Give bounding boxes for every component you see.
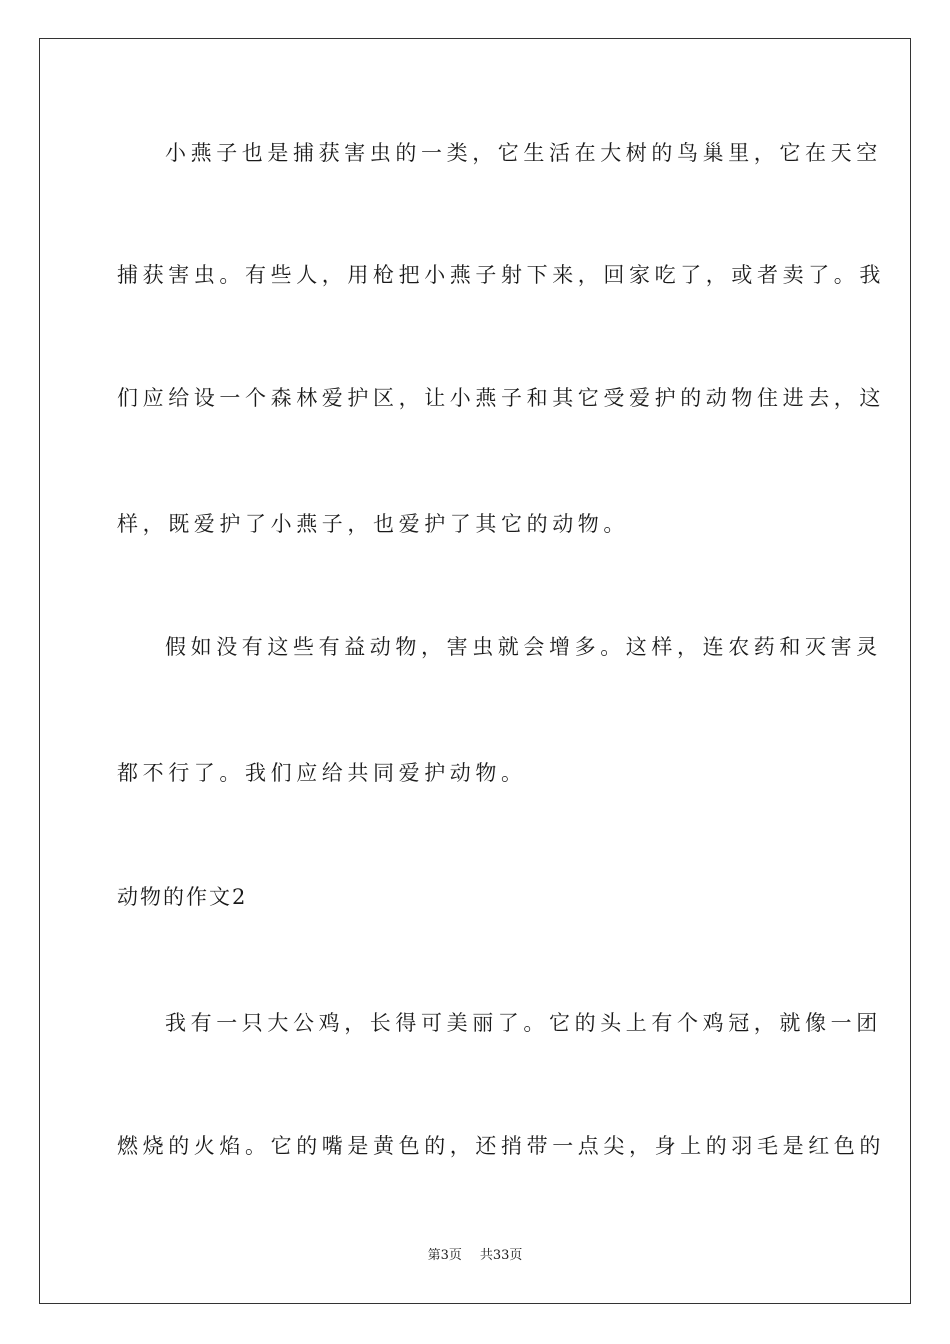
text-line: 们应给设一个森林爱护区，让小燕子和其它受爱护的动物住进去，这 [117,386,885,410]
text-line: 捕获害虫。有些人，用枪把小燕子射下来，回家吃了，或者卖了。我 [117,263,885,287]
text-line: 都不行了。我们应给共同爱护动物。 [117,761,527,785]
text-line: 我有一只大公鸡，长得可美丽了。它的头上有个鸡冠，就像一团 [165,1011,882,1035]
text-line: 燃烧的火焰。它的嘴是黄色的，还捎带一点尖，身上的羽毛是红色的 [117,1134,885,1158]
page-footer [0,1247,950,1265]
page-number: 第3页 [427,1248,462,1263]
page-border [39,38,911,1304]
section-heading: 动物的作文2 [117,885,248,909]
text-line: 小燕子也是捕获害虫的一类，它生活在大树的鸟巢里，它在天空 [165,141,882,165]
page-total: 共33页 [479,1248,523,1263]
text-line: 样，既爱护了小燕子，也爱护了其它的动物。 [117,512,629,536]
text-line: 假如没有这些有益动物，害虫就会增多。这样，连农药和灭害灵 [165,635,882,659]
